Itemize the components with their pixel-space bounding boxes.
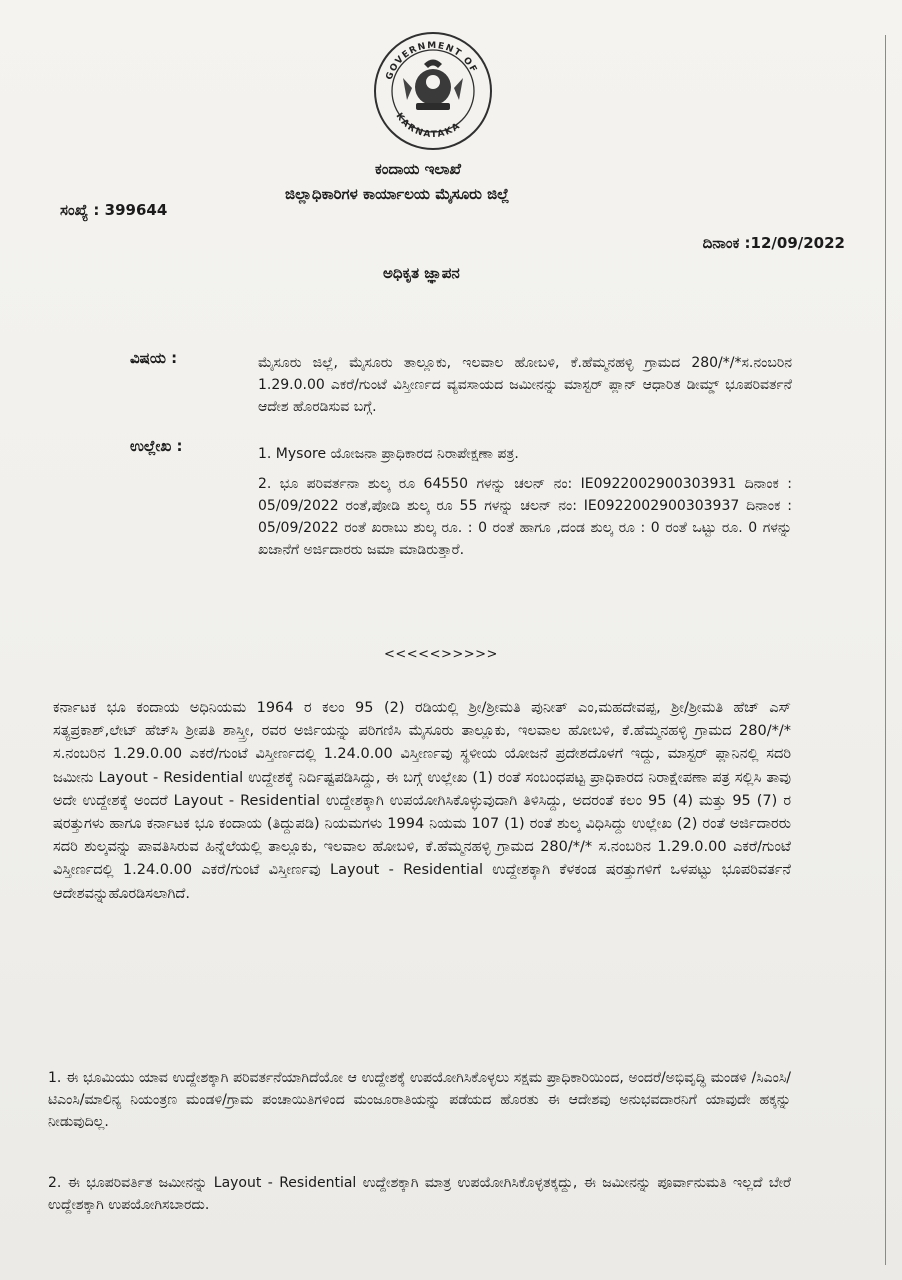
- reference-label: ಉಲ್ಲೇಖ :: [130, 437, 183, 455]
- reference-item-1: 1. Mysore ಯೋಜನಾ ಪ್ರಾಧಿಕಾರದ ನಿರಾಪೇಕ್ಷಣಾ ಪತ್ರ.: [258, 446, 519, 462]
- subject-label: ವಿಷಯ :: [130, 349, 178, 367]
- page-margin-line: [885, 35, 886, 1265]
- document-number: ಸಂಖ್ಯೆ : 399644: [60, 201, 168, 219]
- subject-text: ಮೈಸೂರು ಜಿಲ್ಲೆ, ಮೈಸೂರು ತಾಲ್ಲೂಕು, ಇಲವಾಲ ಹೋಬಳಿ, ಕೆ.ಹೆಮ್ಮನಹಳ್ಳಿ ಗ್ರಾಮದ 280/*/*ಸ.ನಂಬರಿನ 1.29.0.00 ಎಕರೆ/ಗುಂಟೆ ವಿಸ್ತೀರ್ಣದ ವ್ಯವಸಾಯದ ಜಮೀನನ್ನು ಮಾಸ್ಟರ್ ಪ್ಲಾನ್ ಆಧಾರಿತ ಡೀಮ್ಡ್ ಭೂಪರಿವರ್ತನೆ ಆದೇಶ ಹೊರಡಿಸುವ ಬಗ್ಗೆ.: [258, 355, 792, 415]
- svg-text:KARNATAKA: KARNATAKA: [393, 111, 463, 141]
- section-separator: <<<<<>>>>>: [384, 647, 498, 662]
- office-name: ಜಿಲ್ಲಾಧಿಕಾರಿಗಳ ಕಾರ್ಯಾಲಯ ಮೈಸೂರು ಜಿಲ್ಲೆ: [285, 185, 510, 203]
- svg-text:GOVERNMENT OF: GOVERNMENT OF: [384, 40, 479, 82]
- karnataka-government-seal-icon: [372, 30, 494, 152]
- document-title: ಅಧಿಕೃತ ಜ್ಞಾಪನ: [383, 264, 460, 282]
- condition-item-2: 2. ಈ ಭೂಪರಿವರ್ತಿತ ಜಮೀನನ್ನು Layout - Residential ಉದ್ದೇಶಕ್ಕಾಗಿ ಮಾತ್ರ ಉಪಯೋಗಿಸಿಕೊಳ್ಳತಕ್ಕದ್ದು, ಈ ಜಮೀನನ್ನು ಪೂರ್ವಾನುಮತಿ ಇಲ್ಲದೆ ಬೇರೆ ಉದ್ದೇಶಕ್ಕಾಗಿ ಉಪಯೋಗಿಸಬಾರದು.: [48, 1175, 791, 1213]
- document-date: ದಿನಾಂಕ :12/09/2022: [702, 234, 845, 252]
- order-body: ಕರ್ನಾಟಕ ಭೂ ಕಂದಾಯ ಅಧಿನಿಯಮ 1964 ರ ಕಲಂ 95 (2) ರಡಿಯಲ್ಲಿ ಶ್ರೀ/ಶ್ರೀಮತಿ ಪುನೀತ್ ಎಂ,ಮಹದೇವಪ್ಪ, ಶ್ರೀ/ಶ್ರೀಮತಿ ಹೆಚ್ ಎಸ್ ಸತ್ಯಪ್ರಕಾಶ್,ಲೇಟ್ ಹೆಚ್‌ಸಿ ಶ್ರೀಪತಿ ಶಾಸ್ತ್ರೀ, ರವರ ಅರ್ಜಿಯನ್ನು ಪರಿಗಣಿಸಿ ಮೈಸೂರು ತಾಲ್ಲೂಕು, ಇಲವಾಲ ಹೋಬಳಿ, ಕೆ.ಹೆಮ್ಮನಹಳ್ಳಿ ಗ್ರಾಮದ 280/*/* ಸ.ನಂಬರಿನ 1.29.0.00 ಎಕರೆ/ಗುಂಟೆ ವಿಸ್ತೀರ್ಣದಲ್ಲಿ 1.24.0.00 ವಿಸ್ತೀರ್ಣವು ಸ್ಥಳೀಯ ಯೋಜನೆ ಪ್ರದೇಶದೊಳಗೆ ಇದ್ದು, ಮಾಸ್ಟರ್ ಪ್ಲಾನಿನಲ್ಲಿ ಸದರಿ ಜಮೀನು Layout - Residential ಉದ್ದೇಶಕ್ಕೆ ನಿರ್ದಿಷ್ಟಪಡಿಸಿದ್ದು, ಈ ಬಗ್ಗೆ ಉಲ್ಲೇಖ (1) ರಂತೆ ಸಂಬಂಧಪಟ್ಟ ಪ್ರಾಧಿಕಾರದ ನಿರಾಕ್ಷೇಪಣಾ ಪತ್ರ ಸಲ್ಲಿಸಿ ತಾವು ಅದೇ ಉದ್ದೇಶಕ್ಕೆ ಅಂದರೆ Layout - Residential ಉದ್ದೇಶಕ್ಕಾಗಿ ಉಪಯೋಗಿಸಿಕೊಳ್ಳುವುದಾಗಿ ತಿಳಿಸಿದ್ದು, ಅದರಂತೆ ಕಲಂ 95 (4) ಮತ್ತು 95 (7) ರ ಷರತ್ತುಗಳು ಹಾಗೂ ಕರ್ನಾಟಕ ಭೂ ಕಂದಾಯ (ತಿದ್ದುಪಡಿ) ನಿಯಮಗಳು 1994 ನಿಯಮ 107 (1) ರಂತೆ ಶುಲ್ಕ ವಿಧಿಸಿದ್ದು ಉಲ್ಲೇಖ (2) ರಂತೆ ಅರ್ಜಿದಾರರು ಸದರಿ ಶುಲ್ಕವನ್ನು ಪಾವತಿಸಿರುವ ಹಿನ್ನೆಲೆಯಲ್ಲಿ ತಾಲ್ಲೂಕು, ಇಲವಾಲ ಹೋಬಳಿ, ಕೆ.ಹೆಮ್ಮನಹಳ್ಳಿ ಗ್ರಾಮದ 280/*/* ಸ.ನಂಬರಿನ 1.29.0.00 ಎಕರೆ/ಗುಂಟೆ ವಿಸ್ತೀರ್ಣದಲ್ಲಿ 1.24.0.00 ಎಕರೆ/ಗುಂಟೆ ವಿಸ್ತೀರ್ಣವು Layout - Residential ಉದ್ದೇಶಕ್ಕಾಗಿ ಕೆಳಕಂಡ ಷರತ್ತುಗಳಿಗೆ ಒಳಪಟ್ಟು ಭೂಪರಿವರ್ತನೆ ಆದೇಶವನ್ನುಹೊರಡಿಸಲಾಗಿದೆ.: [53, 700, 791, 902]
- reference-item-2: 2. ಭೂ ಪರಿವರ್ತನಾ ಶುಲ್ಕ ರೂ 64550 ಗಳನ್ನು ಚಲನ್ ನಂ: IE0922002900303931 ದಿನಾಂಕ : 05/09/2022 ರಂತೆ,ಪೋಡಿ ಶುಲ್ಕ ರೂ 55 ಗಳನ್ನು ಚಲನ್ ನಂ: IE0922002900303937 ದಿನಾಂಕ : 05/09/2022 ರಂತೆ ಖರಾಬು ಶುಲ್ಕ ರೂ. : 0 ರಂತೆ ಹಾಗೂ ,ದಂಡ ಶುಲ್ಕ ರೂ : 0 ರಂತೆ ಒಟ್ಟು ರೂ. 0 ಗಳನ್ನು ಖಜಾನೆಗೆ ಅರ್ಜಿದಾರರು ಜಮಾ ಮಾಡಿರುತ್ತಾರೆ.: [258, 476, 792, 558]
- department-name: ಕಂದಾಯ ಇಲಾಖೆ: [375, 160, 461, 178]
- condition-item-1: 1. ಈ ಭೂಮಿಯು ಯಾವ ಉದ್ದೇಶಕ್ಕಾಗಿ ಪರಿವರ್ತನೆಯಾಗಿದೆಯೋ ಆ ಉದ್ದೇಶಕ್ಕೆ ಉಪಯೋಗಿಸಿಕೊಳ್ಳಲು ಸಕ್ಷಮ ಪ್ರಾಧಿಕಾರಿಯಿಂದ, ಅಂದರೆ/ಅಭಿವೃದ್ಧಿ ಮಂಡಳಿ /ಸಿಎಂಸಿ/ಟಿಎಂಸಿ/ಮಾಲಿನ್ಯ ನಿಯಂತ್ರಣ ಮಂಡಳಿ/ಗ್ರಾಮ ಪಂಚಾಯಿತಿಗಳಿಂದ ಮಂಜೂರಾತಿಯನ್ನು ಪಡೆಯದ ಹೊರತು ಈ ಆದೇಶವು ಅನುಭವದಾರನಿಗೆ ಯಾವುದೇ ಹಕ್ಕನ್ನು ನೀಡುವುದಿಲ್ಲ.: [48, 1070, 791, 1130]
